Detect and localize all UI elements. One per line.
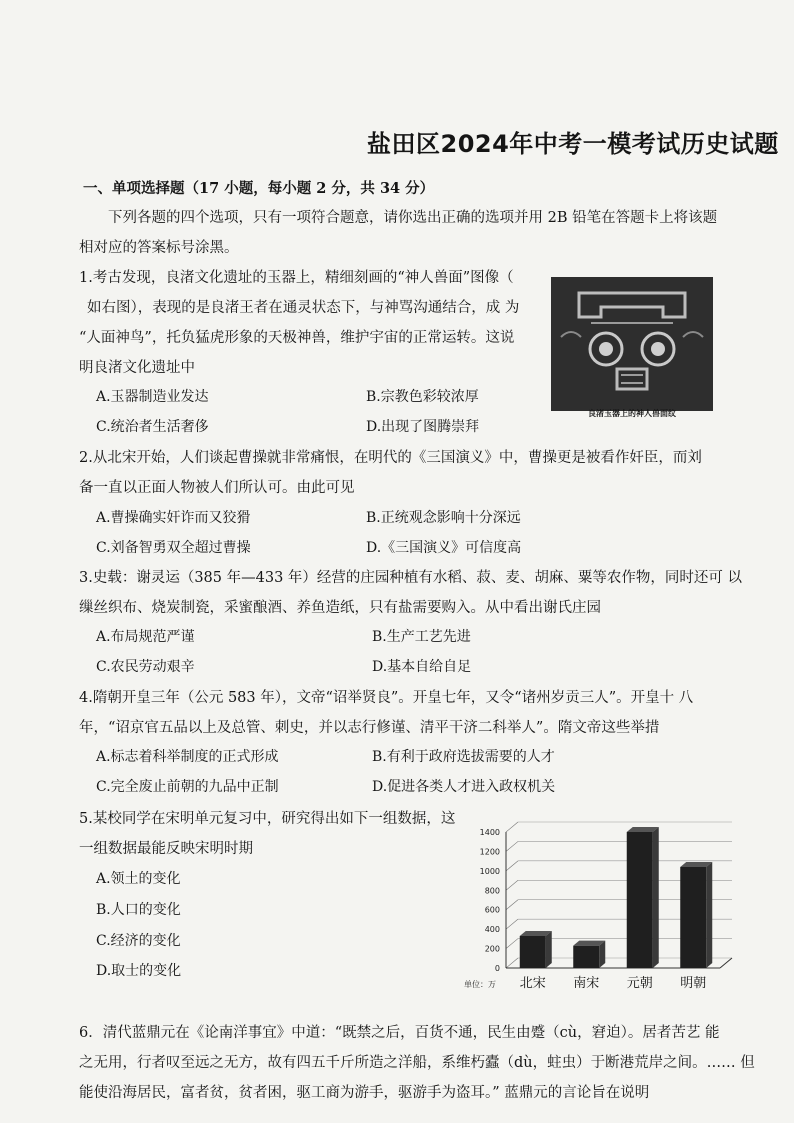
q6-stem-line: 6．清代蓝鼎元在《论南洋事宜》中道：“既禁之后，百货不通，民生由蹙（cù，窘迫）。居者苦艺 能 (79, 1025, 720, 1041)
x-tick-label: 明朝 (680, 976, 707, 991)
grid-line (506, 822, 518, 832)
x-tick-label: 元朝 (626, 976, 653, 991)
y-tick-label: 200 (484, 944, 500, 954)
q1-stem-line: 明良渚文化遗址中 (79, 360, 195, 376)
q2-stem-line: 备一直以正面人物被人们所认可。由此可见 (79, 480, 355, 496)
q3-option-d: D.基本自给自足 (372, 659, 472, 675)
bar (680, 867, 706, 968)
bar-side (546, 931, 552, 968)
y-tick-label: 600 (484, 905, 500, 915)
q2-option-d: D.《三国演义》可信度高 (366, 540, 522, 556)
population-bar-chart (462, 818, 762, 998)
grid-line (506, 841, 518, 851)
figure-caption: 良渚玉器上的神人兽面纹 (588, 409, 676, 418)
instructions-line-1: 下列各题的四个选项，只有一项符合题意，请你选出正确的选项并用 2B 铅笔在答题卡上将该题 (108, 210, 718, 226)
grid-line (506, 958, 518, 968)
y-tick-label: 800 (484, 886, 500, 896)
page-title: 盐田区2024年中考一模考试历史试题 (367, 130, 779, 158)
grid-line (506, 919, 518, 929)
q5-option-c: C.经济的变化 (96, 933, 181, 949)
x-tick-label: 北宋 (519, 976, 546, 991)
q4-option-b: B.有利于政府选拔需要的人才 (372, 749, 555, 765)
unit-label: 单位：万 (464, 980, 496, 989)
q3-stem-line: 3.史载：谢灵运（385 年—433 年）经营的庄园种植有水稻、菽、麦、胡麻、粟等农作物，同时还可 以 (79, 570, 743, 586)
q1-stem-line: 如右图），表现的是良渚王者在通灵状态下，与神骂沟通结合，成 为 (87, 300, 520, 316)
y-tick-label: 400 (484, 925, 500, 935)
y-tick-label: 1000 (479, 866, 500, 876)
q3-option-c: C.农民劳动艰辛 (96, 659, 195, 675)
q1-option-a: A.玉器制造业发达 (96, 389, 209, 405)
q2-option-a: A.曹操确实奸诈而又狡猾 (96, 510, 251, 526)
q1-option-d: D.出现了图腾崇拜 (366, 419, 480, 435)
q1-option-c: C.统治者生活奢侈 (96, 419, 209, 435)
q4-option-a: A.标志着科举制度的正式形成 (96, 749, 279, 765)
bar (573, 946, 599, 968)
q5-stem-line: 5.某校同学在宋明单元复习中，研究得出如下一组数据，这 (79, 811, 456, 827)
x-tick-label: 南宋 (573, 976, 600, 991)
q5-stem-line: 一组数据最能反映宋明时期 (79, 841, 253, 857)
q6-stem-line: 之无用，行者叹至远之无方，故有四五千斤所造之洋船，系维朽蠹（dù，蛀虫）于断港荒岸之间。…… 但 (79, 1055, 755, 1071)
q5-option-d: D.取士的变化 (96, 963, 182, 979)
q3-stem-line: 缫丝织布、烧炭制瓷，采蜜酿酒、养鱼造纸，只有盐需要购入。从中看出谢氏庄园 (79, 600, 601, 616)
floor-edge (720, 958, 732, 968)
q2-option-b: B.正统观念影响十分深远 (366, 510, 521, 526)
bar (520, 936, 546, 968)
y-tick-label: 1200 (479, 847, 500, 857)
q4-stem-line: 4.隋朝开皇三年（公元 583 年），文帝“诏举贤良”。开皇七年，又令“诸州岁贡三人”。开皇十 八 (79, 690, 694, 706)
q5-option-a: A.领土的变化 (96, 871, 181, 887)
bar-side (653, 827, 659, 968)
bar-side (706, 862, 712, 968)
grid-line (506, 880, 518, 890)
q6-stem-line: 能使沿海居民，富者贫，贫者困，驱工商为游手，驱游手为盗耳。” 蓝鼎元的言论旨在说明 (79, 1085, 650, 1101)
q3-option-a: A.布局规范严谨 (96, 629, 195, 645)
q4-option-c: C.完全废止前朝的九品中正制 (96, 779, 279, 795)
grid-line (506, 939, 518, 949)
q2-stem-line: 2.从北宋开始，人们谈起曹操就非常痛恨，在明代的《三国演义》中，曹操更是被看作奸臣，而刘 (79, 450, 702, 466)
y-tick-label: 1400 (479, 828, 500, 837)
q3-option-b: B.生产工艺先进 (372, 629, 471, 645)
y-tick-label: 0 (494, 964, 500, 973)
grid-line (506, 861, 518, 871)
q4-stem-line: 年，“诏京官五品以上及总管、刺史，并以志行修谨、清平干济二科举人”。隋文帝这些举措 (79, 720, 660, 736)
q1-option-b: B.宗教色彩较浓厚 (366, 389, 479, 405)
q1-stem-line: 1.考古发现，良渚文化遗址的玉器上，精细刻画的“神人兽面”图像（ (79, 270, 514, 286)
section-heading: 一、单项选择题（17 小题，每小题 2 分，共 34 分） (83, 180, 435, 197)
q1-stem-line: “人面神鸟”，托负猛虎形象的天极神兽，维护宇宙的正常运转。这说 (79, 330, 515, 346)
instructions-line-2: 相对应的答案标号涂黑。 (79, 240, 239, 256)
bar (627, 832, 653, 968)
q2-option-c: C.刘备智勇双全超过曹操 (96, 540, 251, 556)
q4-option-d: D.促进各类人才进入政权机关 (372, 779, 556, 795)
grid-line (506, 900, 518, 910)
jade-mask-figure (551, 277, 713, 411)
q5-option-b: B.人口的变化 (96, 902, 181, 918)
